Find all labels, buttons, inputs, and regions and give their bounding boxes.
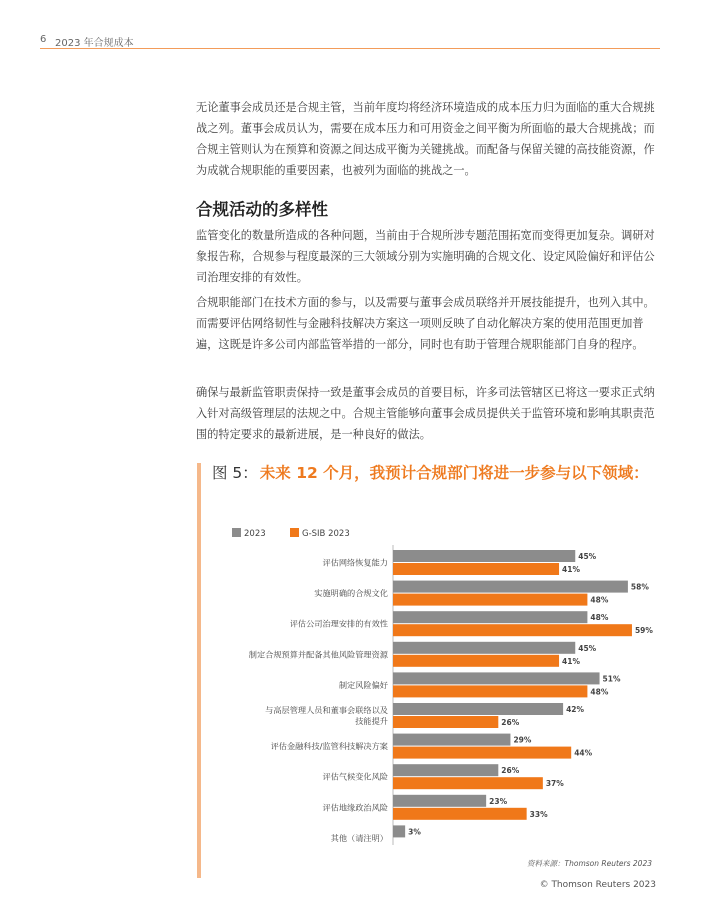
data-label: 23% <box>489 796 508 806</box>
data-label: 37% <box>545 779 564 789</box>
bar-2023 <box>393 672 600 684</box>
data-label: 42% <box>566 705 585 714</box>
bar-gsib-2023 <box>393 624 632 636</box>
copyright-footer: © Thomson Reuters 2023 <box>539 880 656 890</box>
bar-gsib-2023 <box>393 685 587 697</box>
paragraph-regulatory-change: 监管变化的数量所造成的各种问题，当前由于合规所涉专题范围拓宽而变得更加复杂。调研对象报告称，合规参与程度最深的三大领域分别为实施明确的合规文化、设定风险偏好和评估公司治理安排的有效性。 <box>196 229 655 284</box>
bar-gsib-2023 <box>393 655 559 667</box>
category-label: 评估气候变化风险 <box>322 771 388 782</box>
bar-2023 <box>393 581 628 593</box>
data-label: 48% <box>590 595 609 605</box>
category-label: 评估公司治理安排的有效性 <box>289 618 388 629</box>
legend-swatch <box>290 528 299 537</box>
data-label: 29% <box>513 735 532 745</box>
data-label: 45% <box>578 643 597 653</box>
data-label: 48% <box>590 687 609 697</box>
paragraph-cost-pressure: 无论董事会成员还是合规主管，当前年度均将经济环境造成的成本压力归为面临的重大合规挑战之列。董事会成员认为，需要在成本压力和可用资金之间平衡为所面临的最大合规挑战；而合规主管则认为在预算和资源之间达成平衡为关键挑战。而配备与保留关键的高技能资源，作为成就合规职能的重要因素，也被列为面临的挑战之一。 <box>196 101 655 177</box>
data-label: 51% <box>602 674 621 684</box>
header-title: 2023 年合规成本 <box>55 38 134 49</box>
category-label: 评估地缘政治风险 <box>322 802 388 813</box>
category-label: 评估网络恢复能力 <box>322 557 388 568</box>
bar-2023 <box>393 611 587 623</box>
bar-gsib-2023 <box>393 808 527 820</box>
section-title: 合规活动的多样性 <box>196 200 328 219</box>
bar-2023 <box>393 764 498 776</box>
category-label: 制定风险偏好 <box>338 679 388 690</box>
bar-2023 <box>393 734 510 746</box>
category-label: 制定合规预算并配备其他风险管理资源 <box>248 649 388 660</box>
data-label: 48% <box>590 613 609 623</box>
category-label: 实施明确的合规文化 <box>314 588 388 599</box>
data-label: 41% <box>562 656 581 666</box>
data-label: 44% <box>574 748 593 758</box>
category-label: 技能提升 <box>355 716 388 726</box>
data-label: 41% <box>562 565 581 574</box>
chart-source: 资料来源：Thomson Reuters 2023 <box>527 859 652 868</box>
figure-title-text: 未来 12 个月，我预计合规部门将进一步参与以下领域： <box>259 464 649 482</box>
bar-gsib-2023 <box>393 563 559 575</box>
data-label: 45% <box>578 552 597 561</box>
data-label: 26% <box>501 766 520 776</box>
bar-gsib-2023 <box>393 716 498 728</box>
figure-label: 图 5： <box>212 464 258 482</box>
bar-2023 <box>393 795 486 807</box>
data-label: 3% <box>408 827 421 837</box>
data-label: 59% <box>634 626 653 636</box>
data-label: 26% <box>501 718 520 727</box>
bar-gsib-2023 <box>393 594 587 606</box>
legend-label: G-SIB 2023 <box>302 529 350 539</box>
legend-swatch <box>232 528 241 537</box>
bar-2023 <box>393 642 575 654</box>
bar-gsib-2023 <box>393 777 543 789</box>
category-label: 与高层管理人员和董事会联络以及 <box>265 705 388 715</box>
bar-gsib-2023 <box>393 747 571 759</box>
bar-2023 <box>393 550 575 562</box>
data-label: 33% <box>529 809 548 819</box>
page-number: 6 <box>40 34 47 45</box>
paragraph-technology: 合规职能部门在技术方面的参与，以及需要与董事会成员联络并开展技能提升，也列入其中。而需要评估网络韧性与金融科技解决方案这一项则反映了自动化解决方案的使用范围更加普遍，这既是许多公司内部监管举措的一部分，同时也有助于管理合规职能部门自身的程序。 <box>196 296 655 351</box>
category-label: 其他（请注明） <box>330 832 388 843</box>
bar-2023 <box>393 703 563 715</box>
bar-2023 <box>393 825 405 837</box>
data-label: 58% <box>630 582 649 592</box>
category-label: 评估金融科技/监管科技解决方案 <box>270 741 388 752</box>
paragraph-regulatory-alignment: 确保与最新监管职责保持一致是董事会成员的首要目标，许多司法管辖区已将这一要求正式纳入针对高级管理层的法规之中。合规主管能够向董事会成员提供关于监管环境和影响其职责范围的特定要求的最新进展，是一种良好的做法。 <box>196 386 655 441</box>
legend-label: 2023 <box>244 529 266 539</box>
